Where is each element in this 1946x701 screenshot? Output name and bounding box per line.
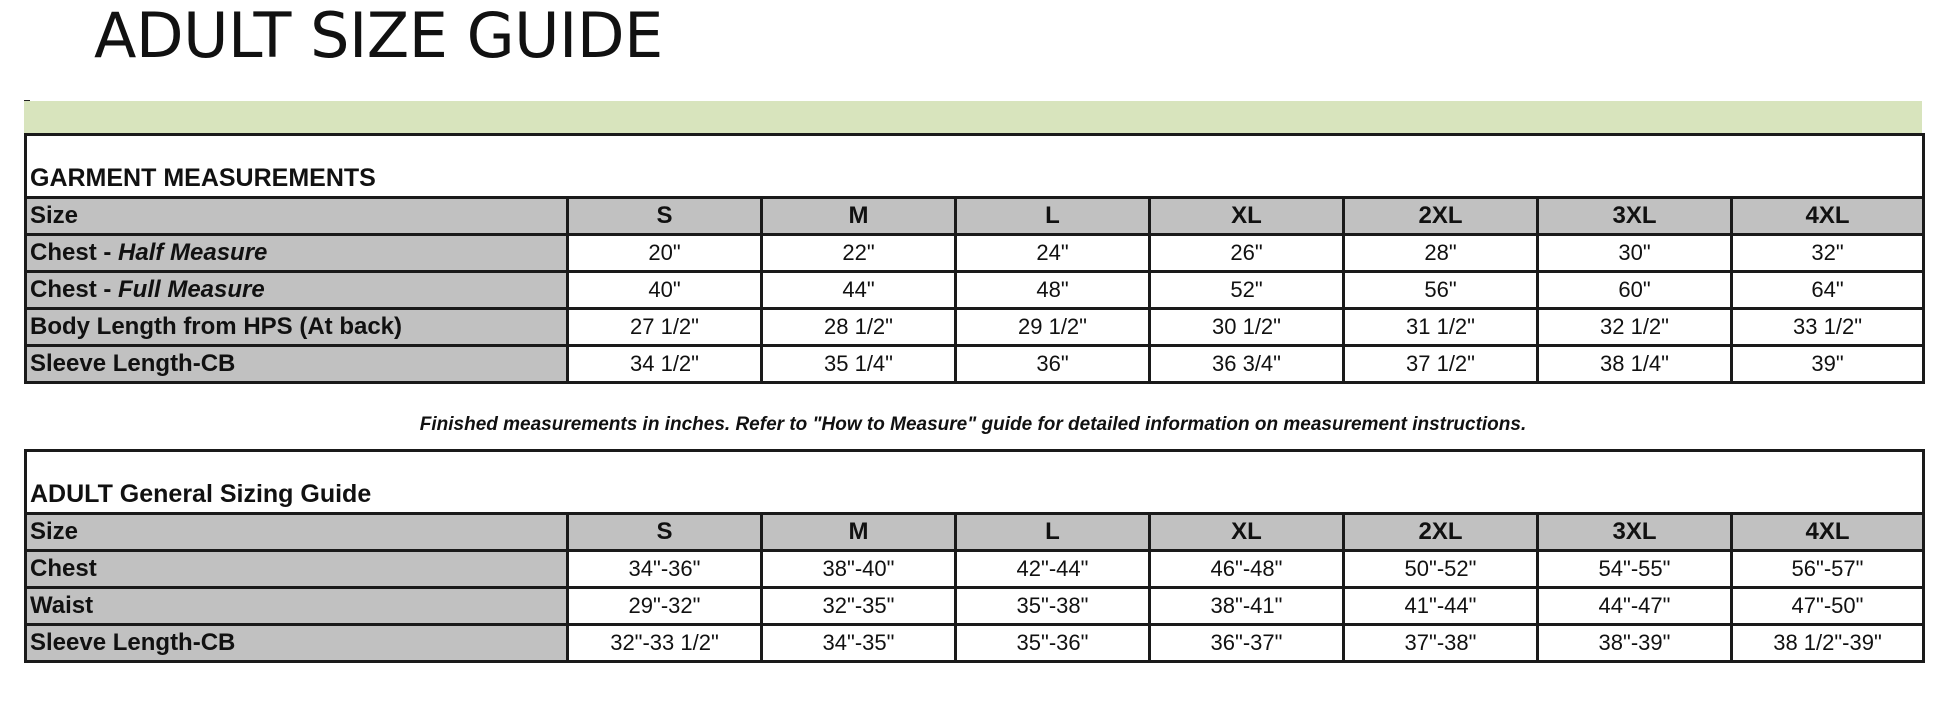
table-cell: 31 1/2" [1344, 309, 1538, 346]
table-cell: 30" [1538, 235, 1732, 272]
table-row [26, 309, 1924, 346]
table-cell: 20" [568, 235, 762, 272]
measurement-note: Finished measurements in inches. Refer to "How to Measure" guide for detailed information on measurement instructions. [419, 414, 1527, 435]
table-cell: 38"-40" [762, 551, 956, 588]
table-heading-row [26, 451, 1924, 514]
table-cell: 47"-50" [1732, 588, 1924, 625]
header-band [24, 101, 1922, 134]
garment-measurements-table [24, 133, 1925, 384]
garment-heading: GARMENT MEASUREMENTS [26, 135, 1924, 198]
table-cell: 32"-35" [762, 588, 956, 625]
table-cell: 37"-38" [1344, 625, 1538, 662]
size-cell: 2XL [1344, 198, 1538, 235]
table-cell: 46"-48" [1150, 551, 1344, 588]
table-cell: 54"-55" [1538, 551, 1732, 588]
table-cell: 35"-38" [956, 588, 1150, 625]
table-row [26, 551, 1924, 588]
row-label-text: Sleeve Length-CB [30, 350, 236, 377]
table-cell: 35"-36" [956, 625, 1150, 662]
table-cell: 28 1/2" [762, 309, 956, 346]
table-cell: 56" [1344, 272, 1538, 309]
table-row [26, 625, 1924, 662]
row-label-emphasis: Full Measure [118, 276, 265, 303]
row-label [26, 272, 568, 309]
row-label-text: Chest - [30, 276, 119, 303]
table-cell: 42"-44" [956, 551, 1150, 588]
table-cell: 29"-32" [568, 588, 762, 625]
row-label: Chest [26, 551, 568, 588]
table-cell: 41"-44" [1344, 588, 1538, 625]
table-cell: 56"-57" [1732, 551, 1924, 588]
row-label [26, 309, 568, 346]
table-cell: 32" [1732, 235, 1924, 272]
table-cell: 60" [1538, 272, 1732, 309]
table-cell: 28" [1344, 235, 1538, 272]
size-header-row [26, 514, 1924, 551]
table-cell: 38"-39" [1538, 625, 1732, 662]
table-cell: 37 1/2" [1344, 346, 1538, 383]
size-cell: S [568, 198, 762, 235]
table-cell: 34"-35" [762, 625, 956, 662]
table-cell: 35 1/4" [762, 346, 956, 383]
row-label-text: Chest - [30, 239, 119, 266]
size-label: Size [26, 514, 568, 551]
table-cell: 40" [568, 272, 762, 309]
size-cell: 3XL [1538, 514, 1732, 551]
table-heading-row [26, 135, 1924, 198]
row-label [26, 346, 568, 383]
row-label [26, 235, 568, 272]
table-cell: 22" [762, 235, 956, 272]
table-cell: 52" [1150, 272, 1344, 309]
table-cell: 38 1/4" [1538, 346, 1732, 383]
table-cell: 36"-37" [1150, 625, 1344, 662]
table-cell: 34"-36" [568, 551, 762, 588]
table-cell: 32 1/2" [1538, 309, 1732, 346]
size-cell: 4XL [1732, 198, 1924, 235]
general-sizing-table [24, 449, 1925, 663]
table-cell: 30 1/2" [1150, 309, 1344, 346]
table-row [26, 346, 1924, 383]
size-cell: L [956, 198, 1150, 235]
size-cell: L [956, 514, 1150, 551]
table-cell: 38 1/2"-39" [1732, 625, 1924, 662]
page-title: ADULT SIZE GUIDE [94, 0, 663, 72]
table-cell: 64" [1732, 272, 1924, 309]
row-label: Waist [26, 588, 568, 625]
row-label: Sleeve Length-CB [26, 625, 568, 662]
table-cell: 36" [956, 346, 1150, 383]
table-cell: 38"-41" [1150, 588, 1344, 625]
table-row [26, 235, 1924, 272]
size-cell: S [568, 514, 762, 551]
size-cell: 2XL [1344, 514, 1538, 551]
table-row [26, 588, 1924, 625]
general-heading: ADULT General Sizing Guide [26, 451, 1924, 514]
size-cell: M [762, 198, 956, 235]
table-cell: 36 3/4" [1150, 346, 1344, 383]
size-cell: M [762, 514, 956, 551]
table-cell: 34 1/2" [568, 346, 762, 383]
table-cell: 48" [956, 272, 1150, 309]
table-cell: 33 1/2" [1732, 309, 1924, 346]
size-label: Size [26, 198, 568, 235]
size-cell: XL [1150, 514, 1344, 551]
table-cell: 44"-47" [1538, 588, 1732, 625]
size-header-row [26, 198, 1924, 235]
size-cell: 3XL [1538, 198, 1732, 235]
table-cell: 26" [1150, 235, 1344, 272]
table-row [26, 272, 1924, 309]
table-cell: 39" [1732, 346, 1924, 383]
table-cell: 24" [956, 235, 1150, 272]
row-label-emphasis: Half Measure [118, 239, 268, 266]
size-cell: 4XL [1732, 514, 1924, 551]
row-label-text: Body Length from HPS (At back) [30, 313, 403, 340]
size-cell: XL [1150, 198, 1344, 235]
table-cell: 32"-33 1/2" [568, 625, 762, 662]
table-cell: 29 1/2" [956, 309, 1150, 346]
table-cell: 50"-52" [1344, 551, 1538, 588]
table-cell: 44" [762, 272, 956, 309]
table-cell: 27 1/2" [568, 309, 762, 346]
